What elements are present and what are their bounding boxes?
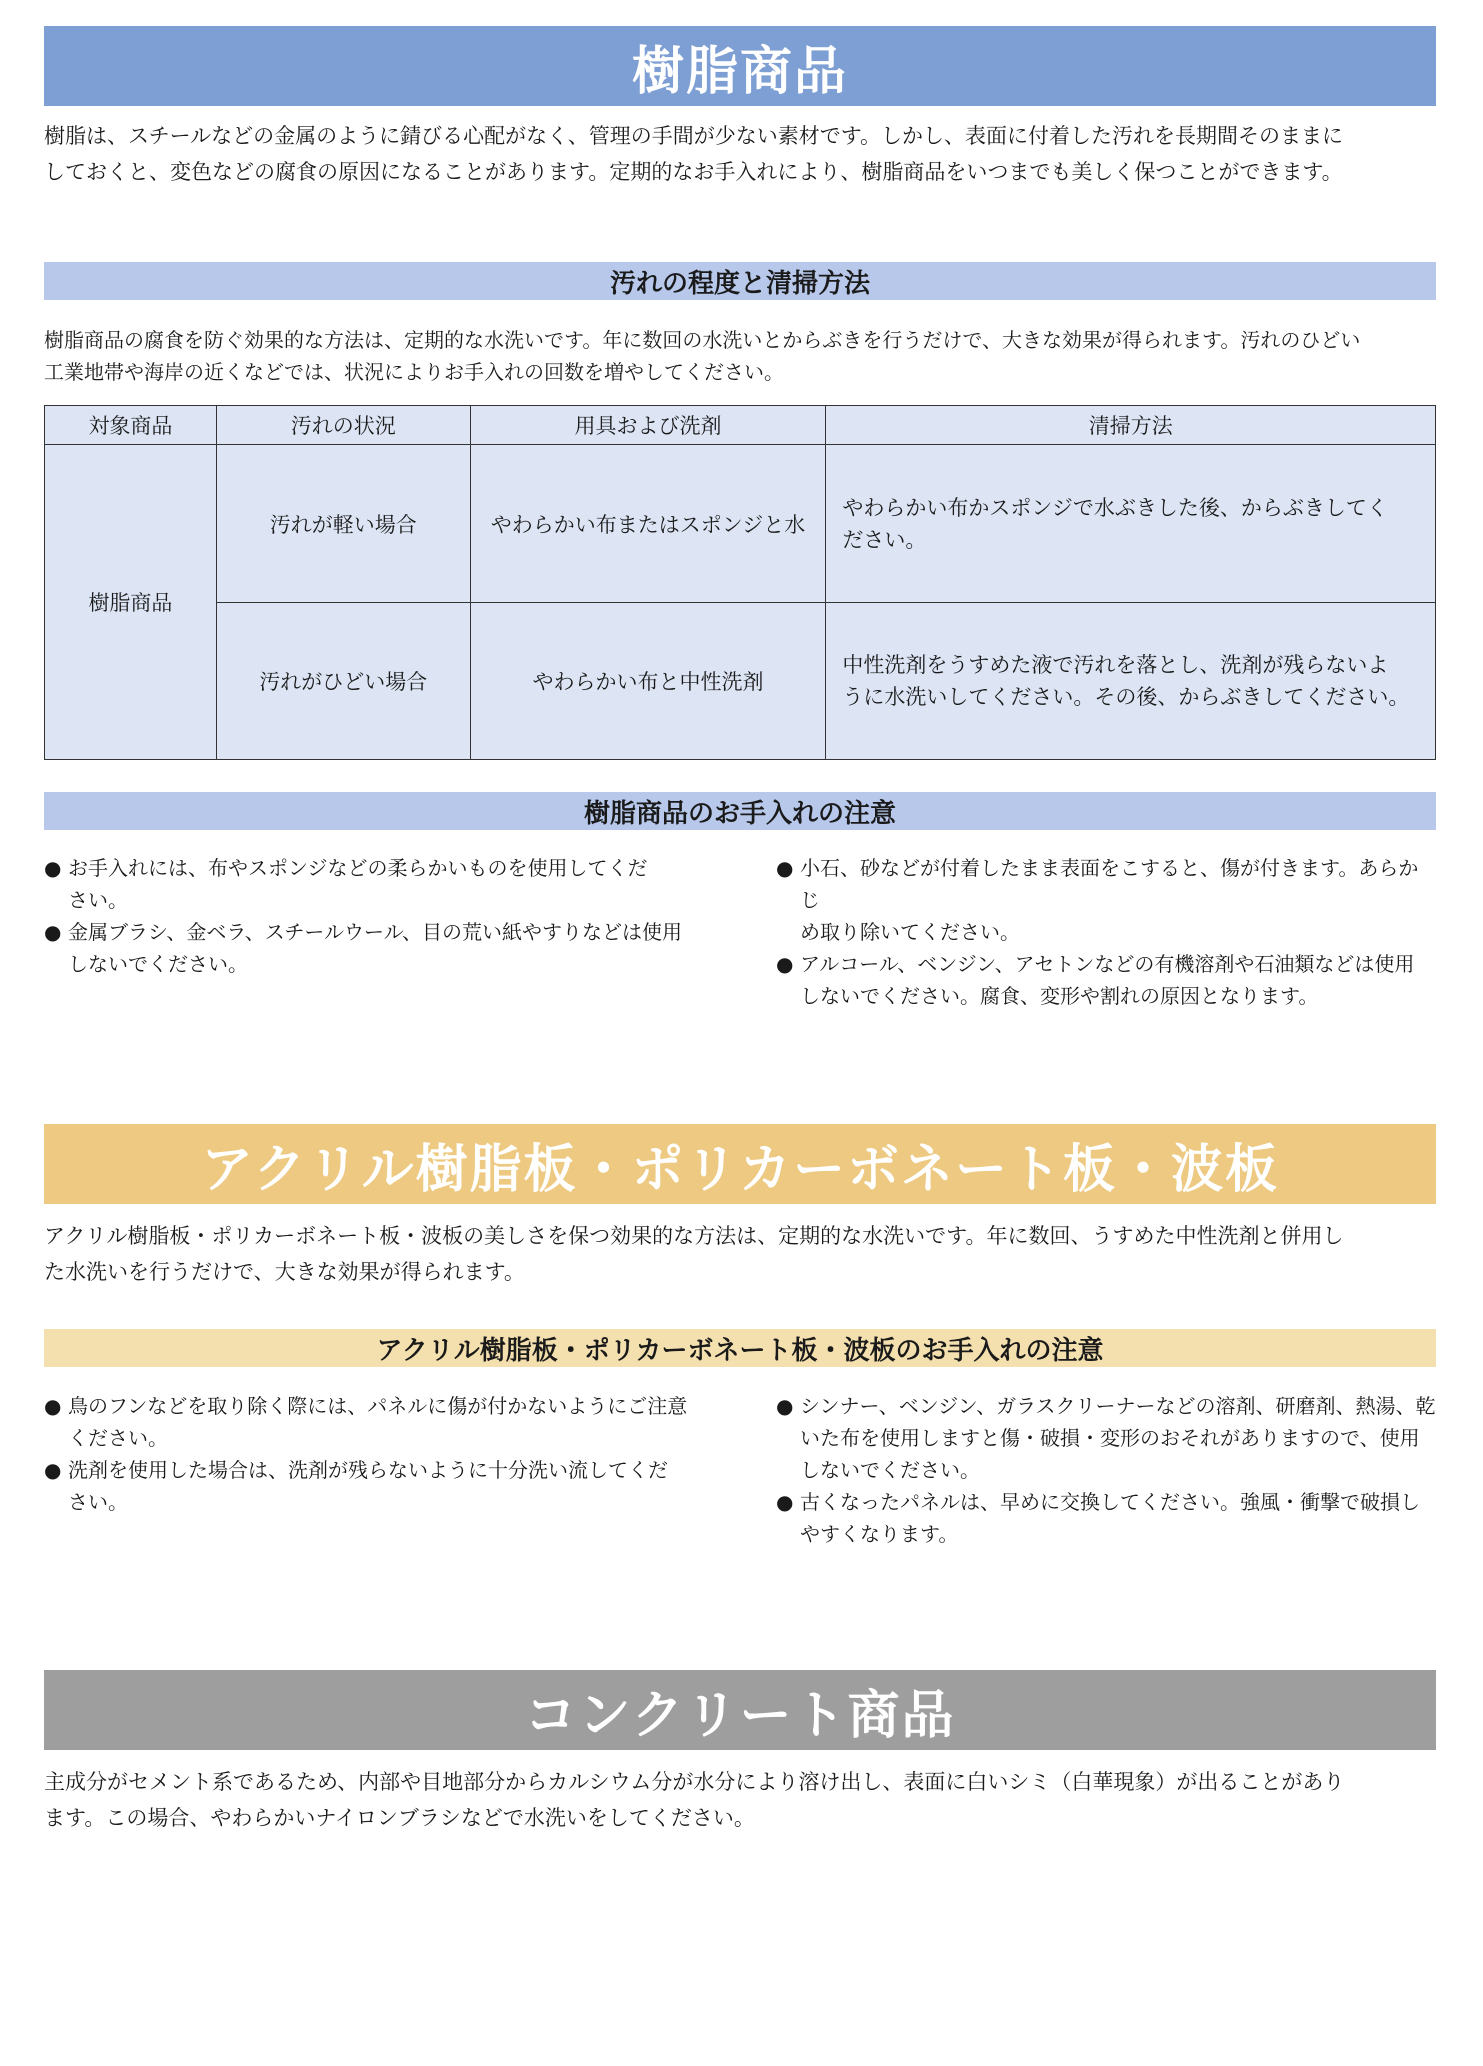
list-item-text: 小石、砂などが付着したまま表面をこすると、傷が付きます。あらかじ め取り除いてください。 — [800, 856, 1419, 944]
resin-care-subbar — [44, 792, 1436, 830]
acrylic-banner — [44, 1124, 1436, 1204]
method-text: 中性洗剤をうすめた液で汚れを落とし、洗剤が残らないよ うに水洗いしてください。その後、からぶきしてください。 — [842, 653, 1410, 709]
table-header: 対象商品 — [45, 406, 217, 445]
table-header-row — [45, 406, 1436, 445]
list-item-text: お手入れには、布やスポンジなどの柔らかいものを使用してくだ さい。 — [68, 856, 648, 912]
list-item — [44, 1454, 704, 1518]
list-item — [776, 1486, 1436, 1550]
concrete-title: コンクリート商品 — [524, 1685, 956, 1746]
list-item-text: シンナー、ベンジン、ガラスクリーナーなどの溶剤、研磨剤、熱湯、乾 いた布を使用しますと傷・破損・変形のおそれがありますので、使用 しないでください。 — [800, 1394, 1436, 1482]
table-header: 用具および洗剤 — [470, 406, 826, 445]
acrylic-intro: アクリル樹脂板・ポリカーボネート板・波板の美しさを保つ効果的な方法は、定期的な水洗いです。年に数回、うすめた中性洗剤と併用し た水洗いを行うだけで、大きな効果が得られます。 — [44, 1224, 1344, 1284]
table-tools-cell: やわらかい布と中性洗剤 — [470, 603, 826, 760]
notes-left-column — [44, 852, 704, 1012]
list-item — [776, 852, 1436, 948]
resin-care-title: 樹脂商品のお手入れの注意 — [583, 798, 896, 829]
resin-care-notes — [44, 852, 1436, 1012]
cleaning-text: 樹脂商品の腐食を防ぐ効果的な方法は、定期的な水洗いです。年に数回の水洗いとからぶきを行うだけで、大きな効果が得られます。汚れのひどい 工業地帯や海岸の近くなどでは、状況によりお手入れの回数を増やしてください。 — [44, 328, 1361, 384]
notes-left-column — [44, 1390, 704, 1550]
list-item-text: 鳥のフンなどを取り除く際には、パネルに傷が付かないようにご注意 ください。 — [68, 1394, 688, 1450]
acrylic-care-notes — [44, 1390, 1436, 1550]
acrylic-care-subbar — [44, 1329, 1436, 1367]
resin-intro: 樹脂は、スチールなどの金属のように錆びる心配がなく、管理の手間が少ない素材です。しかし、表面に付着した汚れを長期間そのままに しておくと、変色などの腐食の原因になることがあります。定期的なお手入れにより、樹脂商品をいつまでも美しく保つことができます。 — [44, 124, 1344, 184]
list-item-text: アルコール、ベンジン、アセトンなどの有機溶剤や石油類などは使用 しないでください。腐食、変形や割れの原因となります。 — [800, 952, 1415, 1008]
cleaning-subbar — [44, 262, 1436, 300]
table-condition-cell: 汚れがひどい場合 — [216, 603, 470, 760]
acrylic-care-title: アクリル樹脂板・ポリカーボネート板・波板のお手入れの注意 — [376, 1335, 1104, 1366]
list-item — [44, 1390, 704, 1454]
acrylic-title: アクリル樹脂板・ポリカーボネート板・波板 — [201, 1139, 1279, 1200]
notes-right-column — [776, 1390, 1436, 1550]
resin-title: 樹脂商品 — [631, 41, 848, 102]
table-header: 汚れの状況 — [216, 406, 470, 445]
list-item-text: 洗剤を使用した場合は、洗剤が残らないように十分洗い流してくだ さい。 — [68, 1458, 668, 1514]
table-row — [45, 445, 1436, 603]
list-item — [776, 948, 1436, 1012]
list-item — [44, 916, 704, 980]
table-method-cell — [826, 603, 1436, 760]
cleaning-title: 汚れの程度と清掃方法 — [609, 268, 870, 299]
table-product-cell: 樹脂商品 — [45, 445, 217, 760]
table-method-cell — [826, 445, 1436, 603]
notes-right-column — [776, 852, 1436, 1012]
cleaning-table — [44, 405, 1436, 760]
list-item-text: 金属ブラシ、金ベラ、スチールウール、目の荒い紙やすりなどは使用 しないでください。 — [68, 920, 682, 976]
table-row — [45, 603, 1436, 760]
list-item — [776, 1390, 1436, 1486]
list-item-text: 古くなったパネルは、早めに交換してください。強風・衝撃で破損し やすくなります。 — [800, 1490, 1420, 1546]
list-item — [44, 852, 704, 916]
table-tools-cell: やわらかい布またはスポンジと水 — [470, 445, 826, 603]
concrete-banner — [44, 1670, 1436, 1750]
resin-banner — [44, 26, 1436, 106]
table-condition-cell: 汚れが軽い場合 — [216, 445, 470, 603]
method-text: やわらかい布かスポンジで水ぶきした後、からぶきしてく ださい。 — [842, 495, 1388, 552]
table-header: 清掃方法 — [826, 406, 1436, 445]
concrete-intro: 主成分がセメント系であるため、内部や目地部分からカルシウム分が水分により溶け出し、表面に白いシミ（白華現象）が出ることがあり ます。この場合、やわらかいナイロンブラシなどで水洗いをしてください。 — [44, 1770, 1345, 1830]
